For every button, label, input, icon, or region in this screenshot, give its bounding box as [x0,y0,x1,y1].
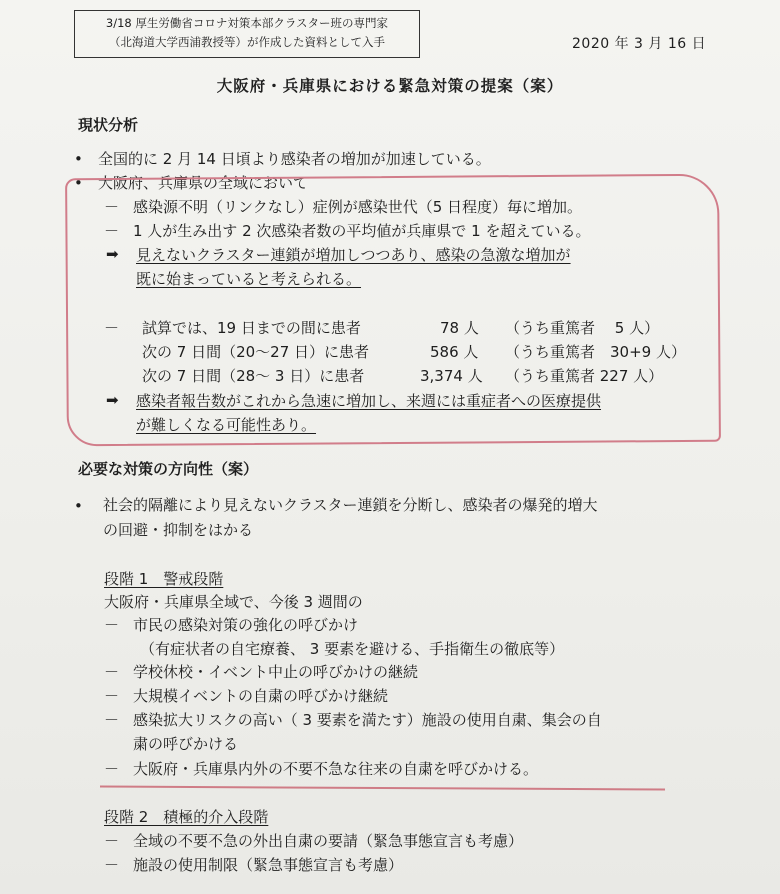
stage1-title: 段階 1 警戒段階 [104,570,224,588]
stage1-item-2: 学校休校・イベント中止の呼びかけの継続 [133,663,419,681]
handwritten-highlight-box [65,174,721,447]
analysis-bullet-1: 全国的に 2 月 14 日頃より感染者の増加が加速している。 [98,150,491,168]
dash-icon: － [104,198,120,216]
stage1-intro: 大阪府・兵庫県全域で、今後 3 週間の [104,593,363,611]
stage1-item-5: 大阪府・兵庫県内外の不要不急な往来の自粛を呼びかける。 [133,760,539,778]
dash-icon: － [104,687,120,705]
estimate-label: 次の 7 日間（20〜27 日）に患者 [142,343,370,361]
handwritten-underline [100,786,665,791]
dash-icon: － [104,711,120,729]
document-date: 2020 年 3 月 16 日 [572,36,707,52]
policy-bullet-line1: 社会的隔離により見えないクラスター連鎖を分断し、感染者の爆発的増大 [103,496,598,514]
document-title: 大阪府・兵庫県における緊急対策の提案（案） [216,77,564,95]
source-note-line2: （北海道大学西浦教授等）が作成した資料として入手 [109,35,385,49]
estimate-count: 78 人 [440,319,479,337]
estimate-label: 試算では、19 日までの間に患者 [142,319,361,337]
bullet-icon: • [74,150,83,168]
conclusion-1-line2: 既に始まっていると考えられる。 [136,270,362,288]
source-note-box [74,10,420,58]
policy-bullet-line2: の回避・抑制をはかる [103,521,254,539]
dash-icon: － [104,319,120,337]
conclusion-1-line1: 見えないクラスター連鎖が増加しつつあり、感染の急激な増加が [136,246,571,264]
dash-icon: － [104,616,120,634]
dash-icon: － [104,832,120,850]
conclusion-2-line1: 感染者報告数がこれから急速に増加し、来週には重症者への医療提供 [136,392,602,410]
dash-icon: － [104,222,120,240]
dash-icon: － [104,760,120,778]
arrow-right-icon: ➡ [106,245,119,263]
dash-icon: － [104,663,120,681]
bullet-icon: • [74,497,83,515]
analysis-heading: 現状分析 [78,116,139,134]
stage1-item-1: 市民の感染対策の強化の呼びかけ [133,616,359,634]
estimate-severe: （うち重篤者 30+9 人） [505,343,686,361]
dash-icon: － [104,856,120,874]
estimate-count: 586 人 [430,343,479,361]
analysis-sub-1: 感染源不明（リンクなし）症例が感染世代（5 日程度）毎に増加。 [133,198,583,216]
stage1-item-4-line1: 感染拡大リスクの高い（ 3 要素を満たす）施設の使用自粛、集会の自 [133,711,602,729]
estimate-label: 次の 7 日間（28〜 3 日）に患者 [142,367,365,385]
estimate-severe: （うち重篤者 5 人） [505,319,660,337]
estimate-severe: （うち重篤者 227 人） [505,367,664,385]
policy-heading: 必要な対策の方向性（案） [78,460,259,478]
source-note-line1: 3/18 厚生労働省コロナ対策本部クラスター班の専門家 [105,16,389,30]
analysis-bullet-2: 大阪府、兵庫県の全域において [98,174,309,192]
stage1-item-3: 大規模イベントの自粛の呼びかけ継続 [133,687,389,705]
stage2-title: 段階 2 積極的介入段階 [104,808,269,826]
analysis-sub-2: 1 人が生み出す 2 次感染者数の平均値が兵庫県で 1 を超えている。 [133,222,591,240]
conclusion-2-line2: が難しくなる可能性あり。 [136,416,317,434]
estimate-count: 3,374 人 [420,367,483,385]
arrow-right-icon: ➡ [106,391,119,409]
stage1-item-4-line2: 粛の呼びかける [133,735,239,753]
stage2-item-2: 施設の使用制限（緊急事態宣言も考慮） [133,856,404,874]
bullet-icon: • [74,174,83,192]
stage2-item-1: 全域の不要不急の外出自粛の要請（緊急事態宣言も考慮） [133,832,524,850]
stage1-item-1-note: （有症状者の自宅療養、 3 要素を避ける、手指衛生の徹底等） [140,640,565,658]
